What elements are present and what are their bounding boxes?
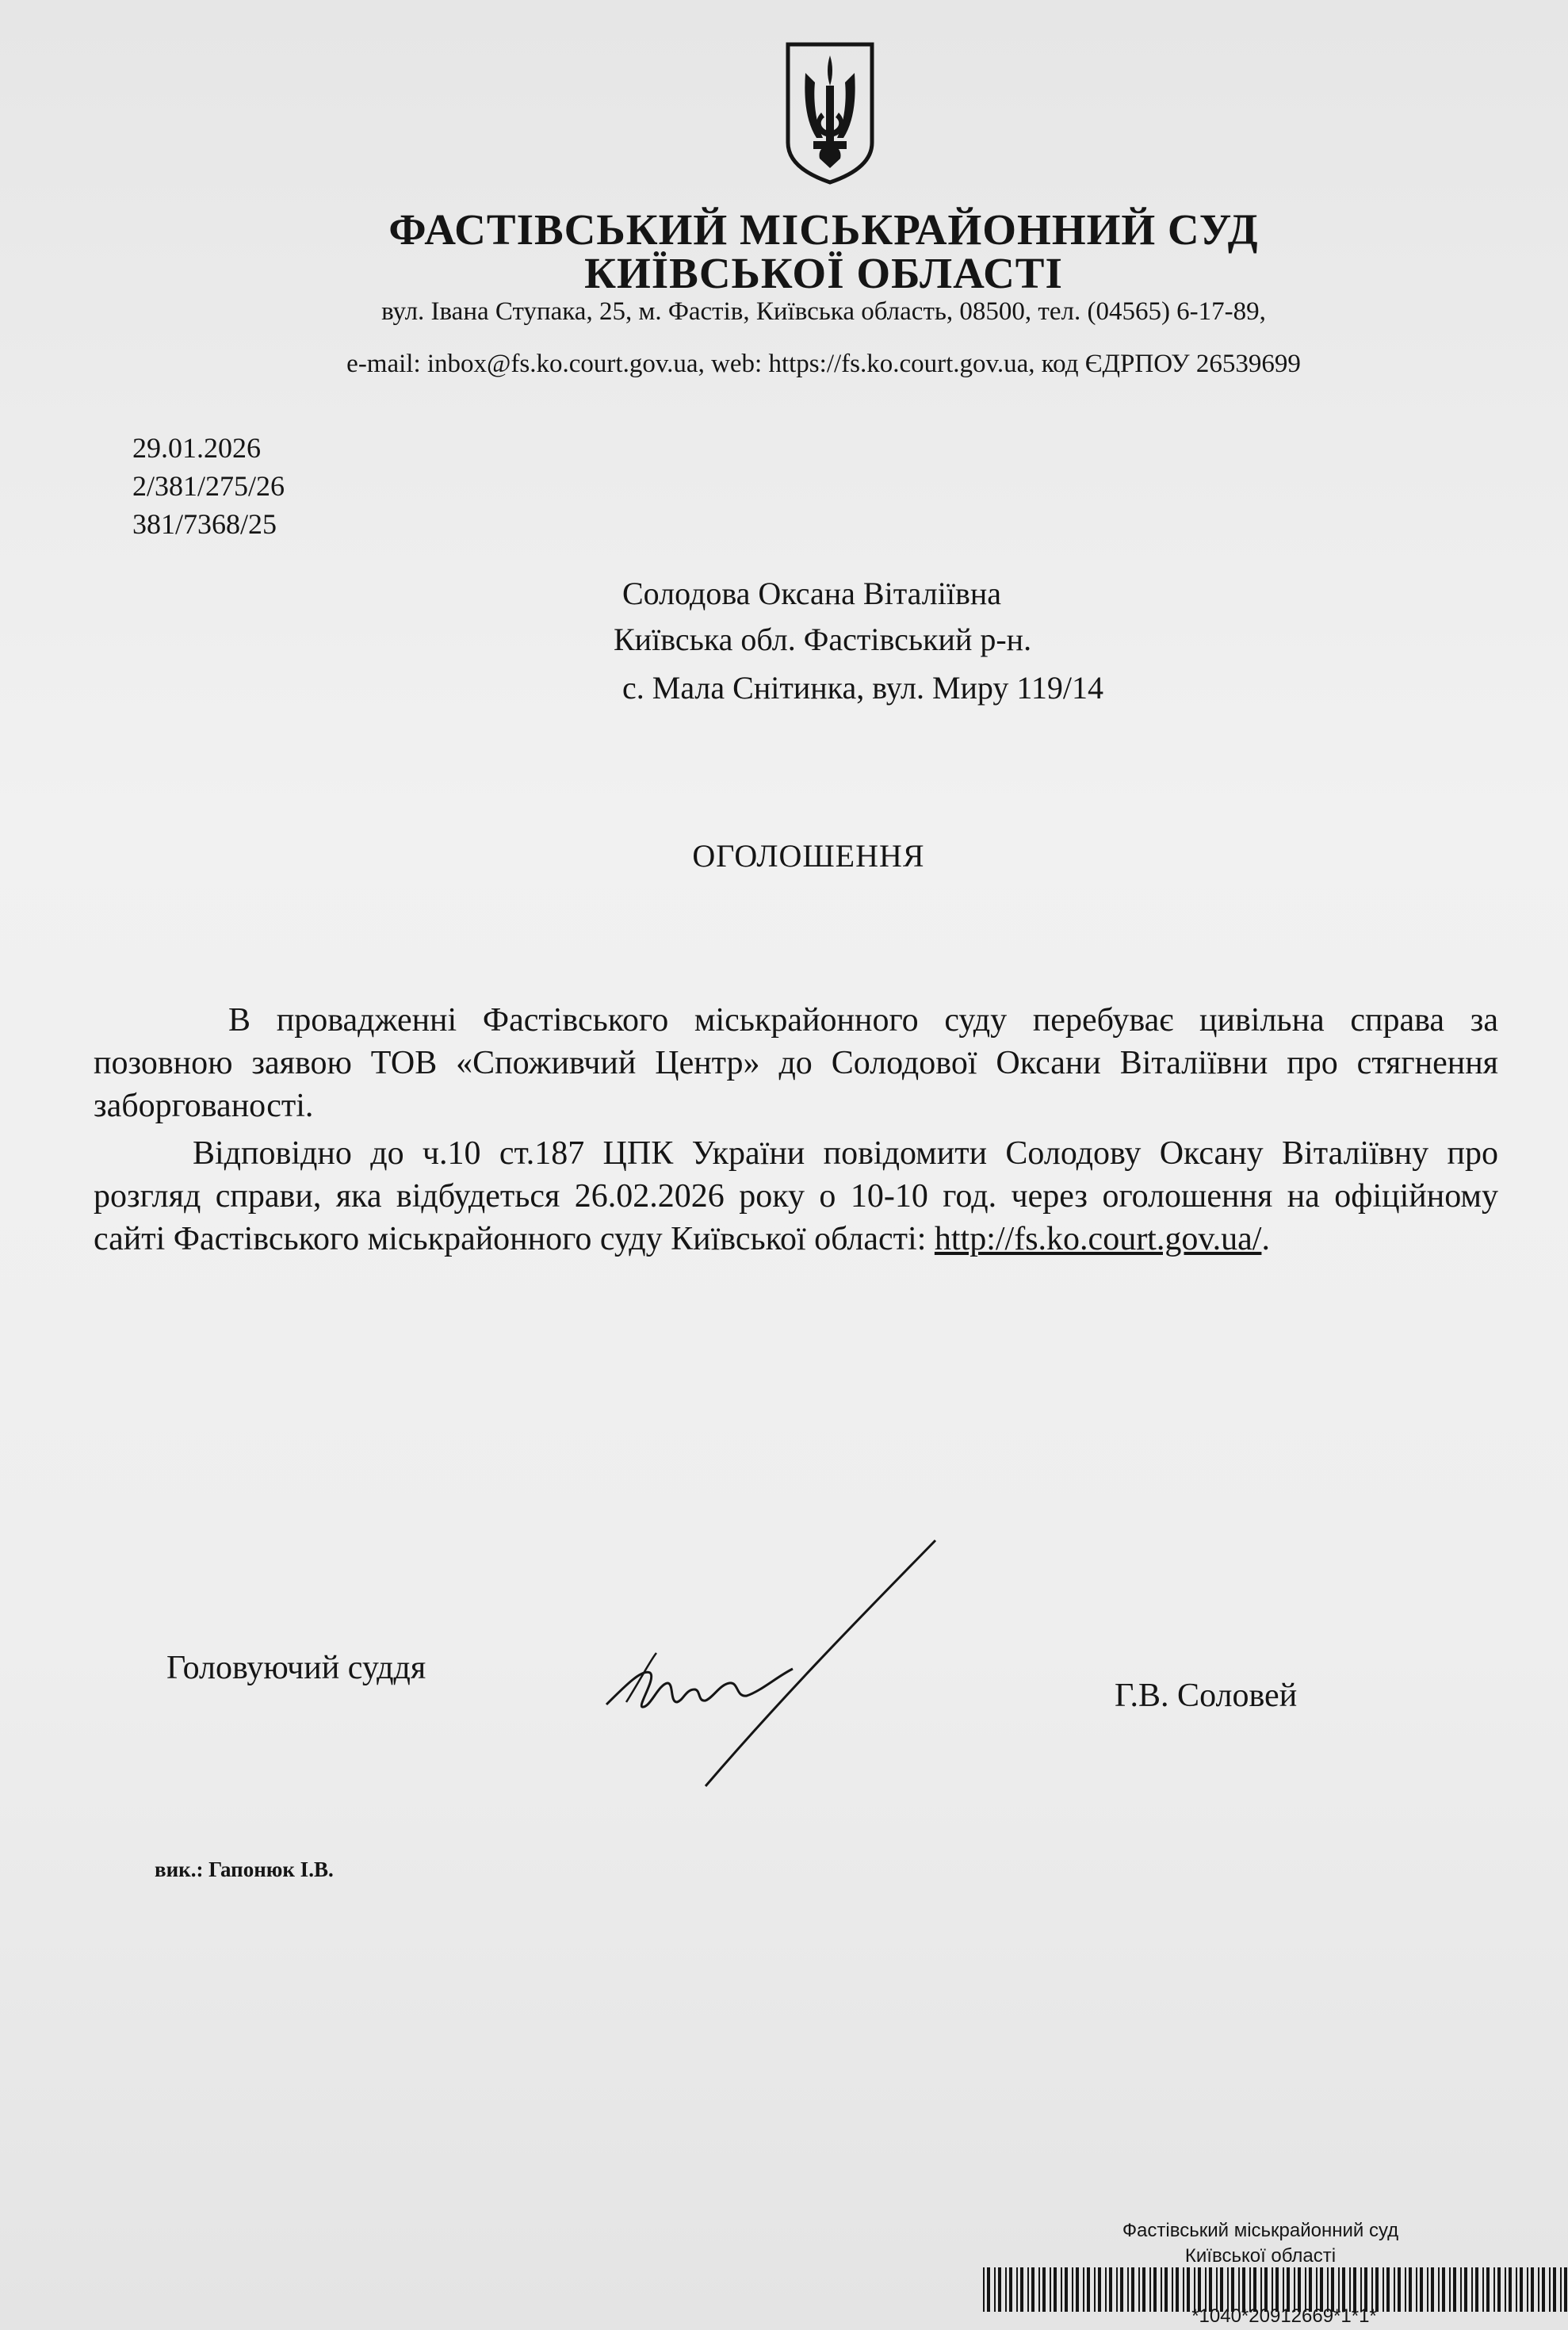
barcode-bar xyxy=(1020,2267,1023,2312)
coat-of-arms-icon xyxy=(782,41,878,186)
document-date: 29.01.2026 xyxy=(132,432,261,464)
recipient-region: Київська обл. Фастівський р-н. xyxy=(614,622,1032,657)
barcode-bar xyxy=(1505,2267,1506,2312)
barcode-bar xyxy=(1065,2267,1068,2312)
barcode-bar xyxy=(1042,2267,1046,2312)
barcode-bar xyxy=(998,2267,1001,2312)
barcode-bar xyxy=(1054,2267,1057,2312)
barcode-bar xyxy=(1497,2267,1501,2312)
notice-heading: ОГОЛОШЕННЯ xyxy=(692,838,925,874)
court-website-link[interactable]: http://fs.ko.court.gov.ua/ xyxy=(934,1221,1262,1257)
barcode-bar xyxy=(1560,2267,1562,2312)
executor-note: вик.: Гапонюк І.В. xyxy=(155,1857,334,1881)
notice-paragraph-2-end: . xyxy=(1261,1221,1270,1257)
barcode-bar xyxy=(1009,2267,1012,2312)
notice-body xyxy=(94,999,1498,1261)
court-name-line2: КИЇВСЬКОЇ ОБЛАСТІ xyxy=(584,249,1063,297)
signature-role: Головуючий суддя xyxy=(166,1650,426,1686)
barcode-bar xyxy=(1493,2267,1495,2312)
barcode-bar xyxy=(1027,2267,1029,2312)
barcode-bar xyxy=(983,2267,985,2312)
barcode-bar xyxy=(1542,2267,1545,2312)
barcode-bar xyxy=(1527,2267,1528,2312)
barcode-bar xyxy=(1553,2267,1556,2312)
handwritten-signature xyxy=(595,1534,951,1796)
barcode-bar xyxy=(1538,2267,1539,2312)
recipient-name: Солодова Оксана Віталіївна xyxy=(622,576,1002,611)
barcode-bar xyxy=(1549,2267,1551,2312)
barcode-bar xyxy=(1072,2267,1073,2312)
notice-paragraph-2-text: Відповідно до ч.10 ст.187 ЦПК України повідомити Солодову Оксану Віталіївну про розгляд справи, яка відбудеться 26.02.2026 року о 10-10 год. через оголошення на офіційному сайті Фастівського міськрайонного суду Київської області: xyxy=(94,1135,1498,1257)
outgoing-number: 2/381/275/26 xyxy=(132,470,285,502)
barcode-bar xyxy=(1005,2267,1007,2312)
barcode-number: *1040*20912669*1*1* xyxy=(1191,2305,1377,2327)
notice-paragraph-1: В провадженні Фастівського міськрайонного суду перебуває цивільна справа за позовною заявою ТОВ «Споживчий Центр» до Солодової Оксани Віталіївни про стягнення заборгованості. xyxy=(94,1002,1498,1124)
barcode-bar xyxy=(1509,2267,1512,2312)
court-address: вул. Івана Ступака, 25, м. Фастів, Київська область, 08500, тел. (04565) 6-17-89, xyxy=(381,297,1266,326)
barcode-bar xyxy=(1520,2267,1523,2312)
barcode-bar xyxy=(994,2267,996,2312)
barcode-bar xyxy=(1031,2267,1034,2312)
barcode-bar xyxy=(987,2267,990,2312)
court-name-line1: ФАСТІВСЬКИЙ МІСЬКРАЙОННИЙ СУД xyxy=(388,205,1259,254)
case-number: 381/7368/25 xyxy=(132,508,277,540)
barcode-bar xyxy=(1038,2267,1040,2312)
barcode-bar xyxy=(1050,2267,1051,2312)
court-contacts: e-mail: inbox@fs.ko.court.gov.ua, web: https://fs.ko.court.gov.ua, код ЄДРПОУ 26539699 xyxy=(346,350,1301,378)
stamp-court-region: Київської області xyxy=(1184,2245,1337,2267)
barcode-bar xyxy=(1564,2267,1567,2312)
barcode-bar xyxy=(1061,2267,1062,2312)
barcode-bar xyxy=(1016,2267,1018,2312)
barcode-bar xyxy=(1531,2267,1534,2312)
judge-name: Г.В. Соловей xyxy=(1115,1678,1298,1714)
stamp-court-name: Фастівський міськрайонний суд xyxy=(1122,2220,1399,2241)
recipient-address: с. Мала Снітинка, вул. Миру 119/14 xyxy=(622,670,1104,706)
notice-paragraph-2 xyxy=(94,1132,1498,1261)
barcode-bar xyxy=(1516,2267,1517,2312)
